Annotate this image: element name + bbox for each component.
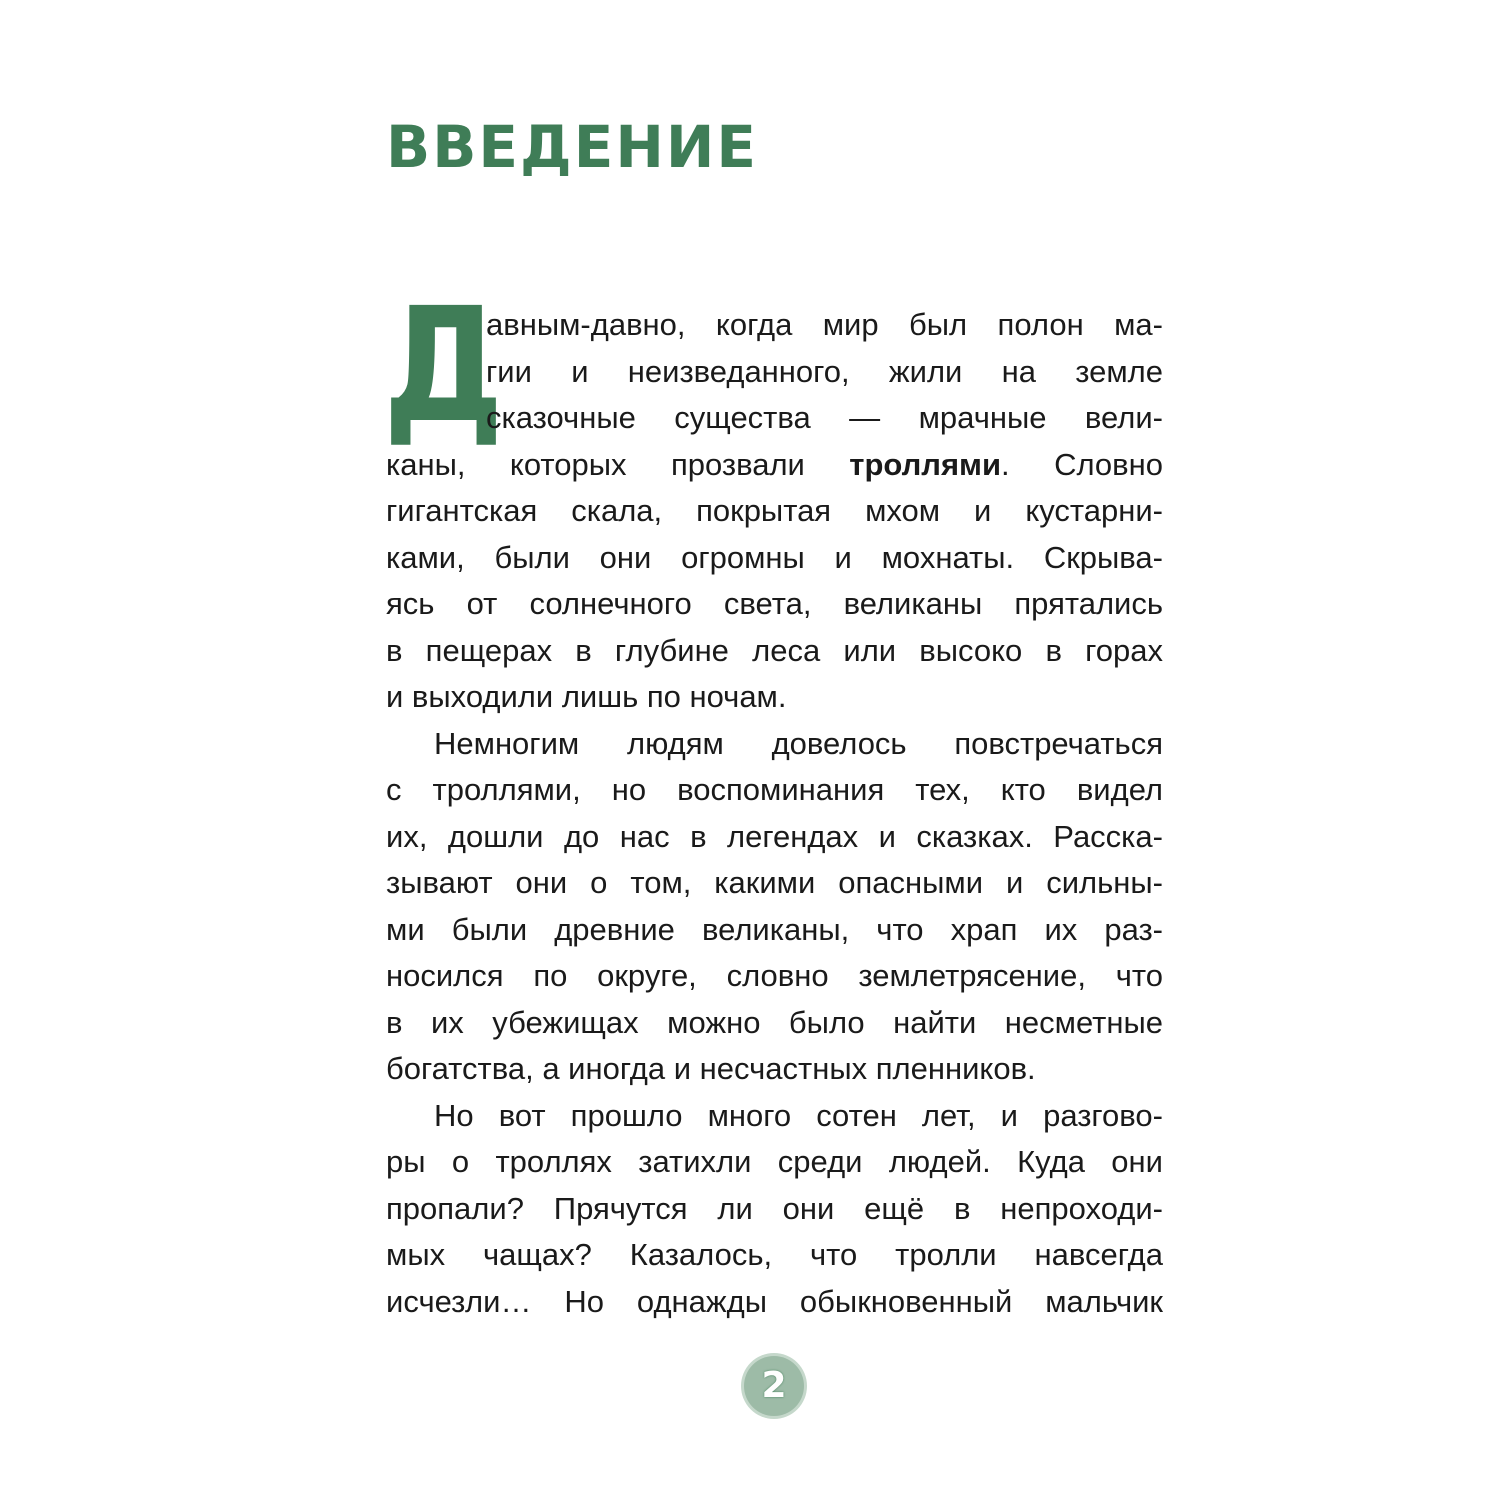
text-fragment: каны, которых прозвали (386, 446, 850, 482)
text-line: их, дошли до нас в легендах и сказках. Расска- (386, 818, 1163, 854)
text-line: сказочные существа — мрачные вели- (486, 400, 1163, 435)
text-line: и выходили лишь по ночам. (386, 679, 787, 714)
text-line: ками, были они огромны и мохнаты. Скрыва- (386, 539, 1163, 575)
text-line: мых чащах? Казалось, что тролли навсегда (386, 1237, 1163, 1272)
text-line: гии и неизведанного, жили на земле (486, 353, 1163, 389)
text-line: Немногим людям довелось повстречаться (434, 725, 1163, 761)
text-line: в пещерах в глубине леса или высоко в горах (386, 632, 1163, 668)
text-line: с троллями, но воспоминания тех, кто видел (386, 772, 1163, 807)
text-line: гигантская скала, покрытая мхом и кустарни- (386, 493, 1163, 528)
page-number: 2 (761, 1365, 787, 1406)
chapter-body (386, 302, 1163, 1325)
drop-cap-letter: Д (383, 274, 505, 458)
text-line: ми были древние великаны, что храп их раз- (386, 911, 1163, 947)
text-line: исчезли… Но однажды обыкновенный мальчик (386, 1283, 1163, 1319)
text-line: носился по округе, словно землетрясение, что (386, 958, 1163, 993)
chapter-title: ВВЕДЕНИЕ (386, 113, 759, 181)
text-line: Но вот прошло много сотен лет, и разгово- (434, 1097, 1163, 1133)
text-line: богатства, а иногда и несчастных пленников. (386, 1051, 1036, 1086)
text-line: пропали? Прячутся ли они ещё в непроходи- (386, 1190, 1163, 1226)
text-line: в их убежищах можно было найти несметные (386, 1004, 1163, 1040)
text-line: ясь от солнечного света, великаны прятались (386, 586, 1163, 621)
text-line: ры о троллях затихли среди людей. Куда они (386, 1144, 1163, 1179)
text-line: зывают они о том, какими опасными и сильны- (386, 865, 1163, 900)
text-line: авным-давно, когда мир был полон ма- (486, 307, 1163, 342)
bold-term: троллями (849, 446, 1002, 482)
page-number-badge (744, 1356, 804, 1416)
text-fragment: . Словно (1001, 446, 1163, 482)
text-line (386, 442, 1163, 489)
